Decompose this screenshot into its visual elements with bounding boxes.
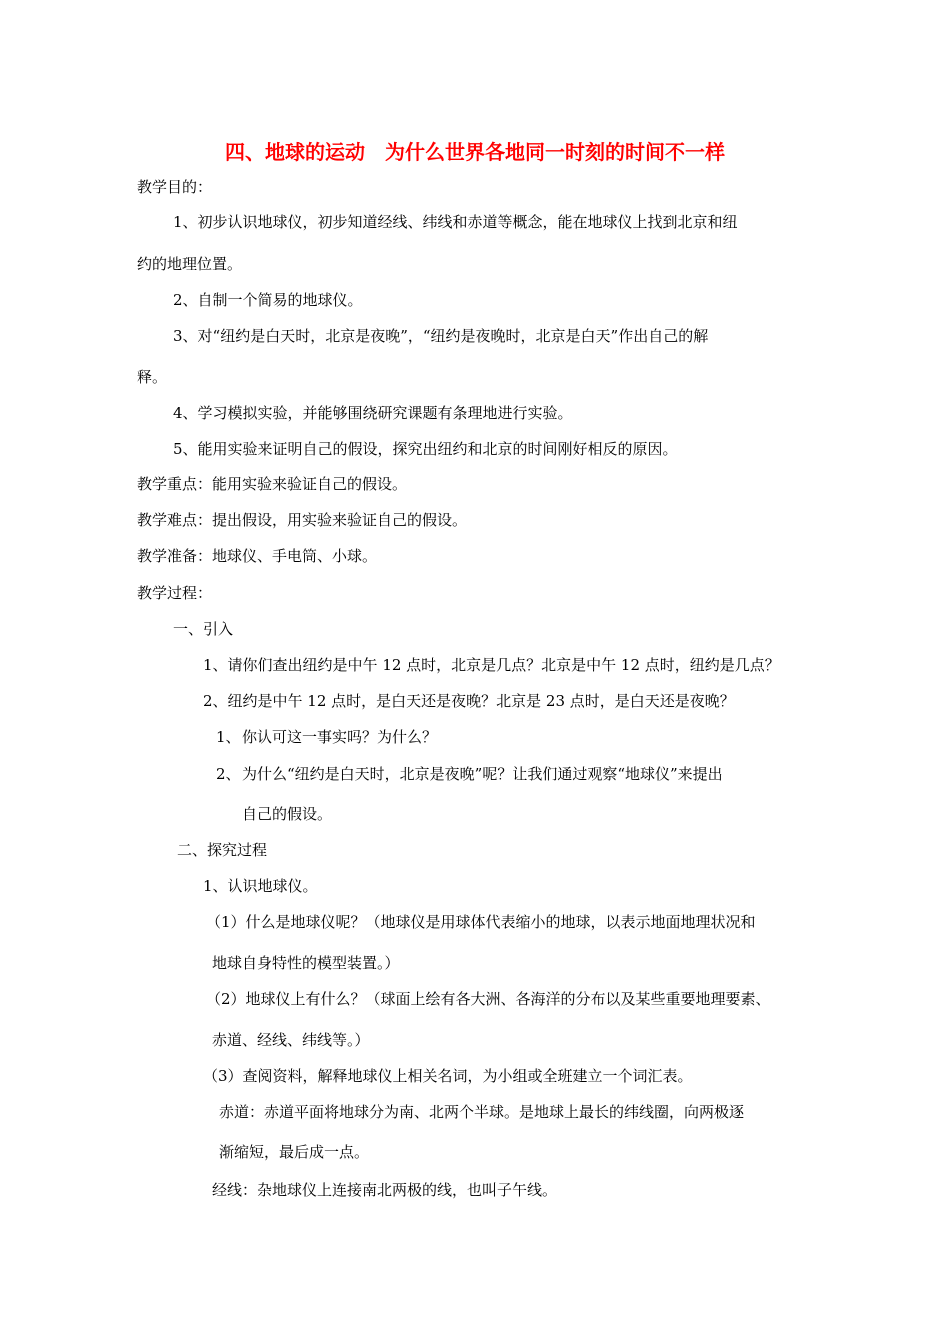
intro-question-4-number: 2、 [216,765,241,783]
objectives-heading: 教学目的： [137,178,213,196]
explore-heading: 二、探究过程 [177,841,268,859]
objective-1-line-1: 1、初步认识地球仪，初步知道经线、纬线和赤道等概念，能在地球仪上找到北京和纽 [173,213,738,231]
objective-4: 4、学习模拟实验，并能够围绕研究课题有条理地进行实验。 [173,404,573,422]
objective-2: 2、自制一个简易的地球仪。 [173,291,363,309]
explore-item-1-line-1: （1）什么是地球仪呢？（地球仪是用球体代表缩小的地球，以表示地面地理状况和 [206,913,756,931]
explore-item-2-line-2: 赤道、经线、纬线等。） [212,1031,370,1049]
intro-question-3-number: 1、 [216,728,241,746]
process-heading: 教学过程： [137,584,213,602]
intro-question-4-line-1: 为什么“纽约是白天时，北京是夜晚”呢？让我们通过观察“地球仪”来提出 [242,765,723,783]
objective-3-line-1: 3、对“纽约是白天时，北京是夜晚”，“纽约是夜晚时，北京是白天”作出自己的解 [173,327,709,345]
meridian-definition: 经线：杂地球仪上连接南北两极的线，也叫子午线。 [212,1181,558,1199]
intro-question-3: 你认可这一事实吗？为什么？ [242,728,438,746]
intro-question-4-line-2: 自己的假设。 [242,805,333,823]
page-title: 四、地球的运动 为什么世界各地同一时刻的时间不一样 [225,140,725,164]
explore-item-1-line-2: 地球自身特性的模型装置。） [212,954,400,972]
preparation: 教学准备：地球仪、手电筒、小球。 [137,547,378,565]
equator-definition-line-1: 赤道：赤道平面将地球分为南、北两个半球。是地球上最长的纬线圈，向两极逐 [219,1103,745,1121]
difficulty: 教学难点：提出假设，用实验来验证自己的假设。 [137,511,468,529]
explore-item-3: （3）查阅资料，解释地球仪上相关名词，为小组或全班建立一个词汇表。 [203,1067,693,1085]
key-point: 教学重点：能用实验来验证自己的假设。 [137,475,408,493]
intro-question-2: 2、纽约是中午 12 点时，是白天还是夜晚？北京是 23 点时，是白天还是夜晚？ [203,692,735,710]
explore-step-1: 1、认识地球仪。 [203,877,318,895]
intro-question-1: 1、请你们查出纽约是中午 12 点时，北京是几点？北京是中午 12 点时，纽约是几点？ [203,656,780,674]
objective-1-line-2: 约的地理位置。 [137,255,243,273]
equator-definition-line-2: 渐缩短，最后成一点。 [219,1143,370,1161]
objective-3-line-2: 释。 [137,368,168,386]
explore-item-2-line-1: （2）地球仪上有什么？（球面上绘有各大洲、各海洋的分布以及某些重要地理要素、 [206,990,771,1008]
intro-heading: 一、引入 [173,620,234,638]
objective-5: 5、能用实验来证明自己的假设，探究出纽约和北京的时间刚好相反的原因。 [173,440,678,458]
